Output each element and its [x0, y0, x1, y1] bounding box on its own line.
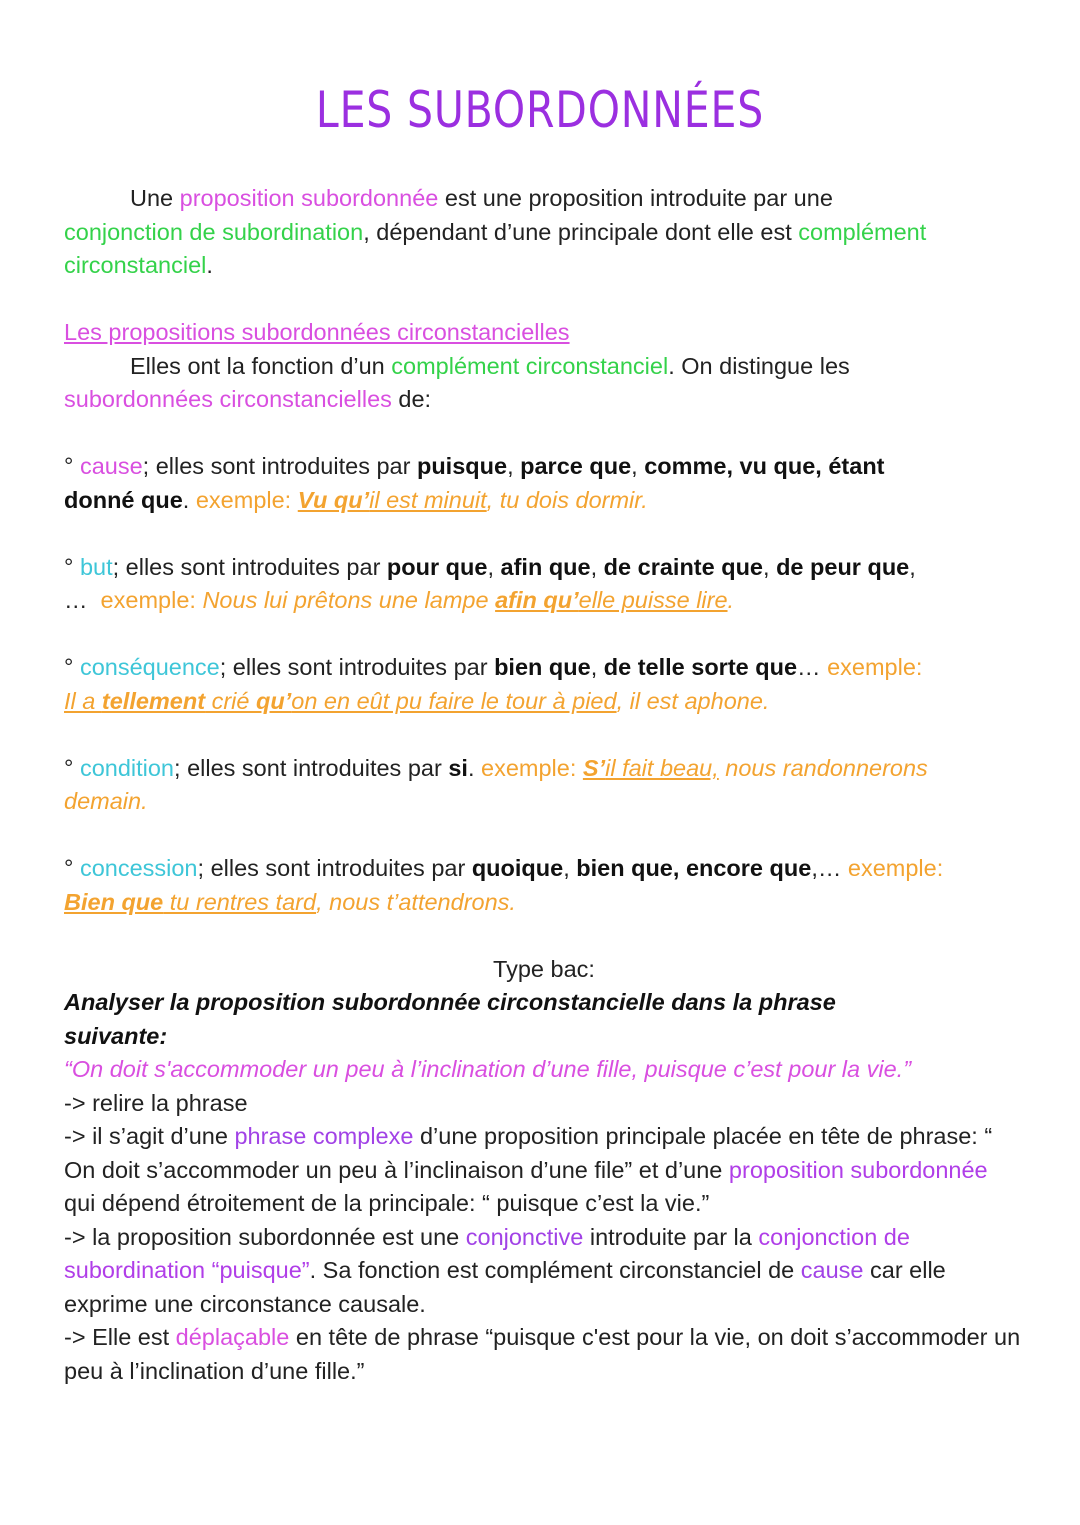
term-subordonnees-circonstancielles: subordonnées circonstancielles — [64, 386, 392, 412]
example-text: il est minuit — [369, 486, 487, 513]
example-text: il fait beau, — [605, 754, 719, 781]
example-label: exemple: — [827, 654, 923, 680]
item-label: concession — [79, 855, 198, 881]
text: ; elles sont introduites par — [219, 654, 495, 680]
keyword: de telle sorte que — [603, 654, 798, 680]
text: . — [467, 754, 481, 781]
example-text: . — [727, 587, 735, 613]
keyword: puisque — [416, 453, 508, 479]
text: . Sa fonction est complément circonstanciel de — [309, 1257, 801, 1283]
text: Elles ont la fonction d’un — [130, 352, 392, 379]
example-text: , nous t’attendrons. — [316, 888, 516, 915]
item-label: condition — [79, 754, 175, 781]
text: -> la proposition subordonnée est une — [64, 1223, 466, 1250]
intro-paragraph — [64, 182, 1024, 216]
bullet: ° — [64, 553, 74, 580]
text: est une proposition introduite par une — [438, 185, 833, 211]
bac-step-1: -> relire la phrase — [64, 1089, 248, 1116]
example-keyword: Bien que — [64, 888, 164, 915]
term-proposition-subordonnee: proposition subordonnée — [179, 185, 439, 211]
example-text: tu rentres tard — [163, 888, 317, 915]
example-text: , tu dois dormir. — [486, 486, 648, 513]
text: ; elles sont introduites par — [142, 453, 417, 479]
example-text: on en eût pu faire le tour à pied — [291, 687, 617, 714]
intro-paragraph-cont — [64, 216, 1024, 283]
term-circonstanciel: circonstanciel — [64, 252, 207, 278]
text: , — [590, 654, 604, 680]
example-text: demain. — [64, 788, 148, 814]
text: . — [206, 252, 213, 278]
example-text: nous randonnerons — [718, 754, 928, 781]
bullet: ° — [64, 754, 74, 781]
keyword: bien que — [494, 654, 591, 680]
term-conjonction-de-subordination: conjonction de subordination “puisque” — [64, 1223, 910, 1283]
example-keyword: tellement — [101, 687, 206, 714]
example-keyword: afin qu’ — [495, 587, 579, 613]
keyword: afin que — [500, 553, 591, 580]
text: , — [507, 453, 521, 479]
item-concession — [64, 852, 1024, 919]
text: car elle exprime une circonstance causale. — [64, 1257, 946, 1317]
page-title: LES SUBORDONNÉES — [315, 81, 765, 139]
keyword: de crainte que — [603, 553, 763, 580]
text: en tête de phrase “puisque c'est pour la vie, on doit s’accommoder un peu à l’inclination d’une fille.” — [64, 1324, 1021, 1384]
text: , — [563, 855, 577, 881]
term-phrase-complexe: phrase complexe — [234, 1123, 414, 1149]
text: , dépendant d’une principale dont elle est — [363, 218, 799, 245]
item-label: conséquence — [79, 654, 220, 680]
text: . — [182, 486, 196, 513]
example-keyword: S’ — [582, 754, 606, 781]
document-body — [64, 182, 1024, 1388]
example-keyword: qu’ — [256, 687, 292, 714]
bac-quote: “On doit s'accommoder un peu à l’inclination d’une fille, puisque c’est pour la vie.” — [64, 1056, 912, 1082]
text: , — [631, 453, 645, 479]
keyword: pour que — [386, 553, 488, 580]
section-heading — [64, 316, 1024, 350]
section-paragraph — [64, 350, 1024, 384]
example-label: exemple: — [195, 486, 298, 513]
text: . On distingue les — [668, 352, 850, 379]
term-proposition-subordonnee: proposition subordonnée — [728, 1156, 988, 1183]
text: introduite par la — [583, 1223, 759, 1250]
bac-step-3 — [64, 1221, 1024, 1322]
example-text: , il est aphone. — [616, 687, 770, 714]
term-cause: cause — [800, 1257, 864, 1283]
example-keyword: Vu qu’ — [297, 486, 370, 513]
term-complement-circonstanciel: complément circonstanciel — [391, 352, 669, 379]
text: Une — [130, 185, 180, 211]
example-label: exemple: — [481, 754, 583, 781]
item-but — [64, 551, 1024, 618]
term-conjonctive: conjonctive — [465, 1223, 584, 1250]
example-text: elle puisse lire — [578, 587, 728, 613]
section-paragraph-cont — [64, 383, 1024, 417]
text: de: — [391, 386, 432, 412]
text: ,… — [811, 855, 848, 881]
item-cause — [64, 450, 1024, 517]
text: -> Elle est — [64, 1324, 176, 1350]
term-deplacable: déplaçable — [175, 1324, 290, 1350]
term-complement: complément — [798, 218, 927, 245]
bac-step-4 — [64, 1321, 1024, 1388]
keyword: si — [448, 754, 468, 781]
item-label: but — [79, 553, 113, 580]
bac-step-2 — [64, 1120, 1024, 1221]
example-label: exemple: — [847, 855, 944, 881]
bullet: ° — [64, 453, 74, 479]
item-consequence — [64, 651, 1024, 718]
keyword: comme, vu que, étant — [644, 453, 885, 479]
item-condition — [64, 752, 1024, 819]
text: , — [487, 553, 501, 580]
text: ; elles sont introduites par — [197, 855, 472, 881]
example-text: crié — [205, 687, 256, 714]
keyword: de peur que — [776, 553, 910, 580]
bac-heading: Type bac: — [493, 955, 595, 982]
term-conjonction: conjonction de subordination — [64, 218, 364, 245]
example-text: Nous lui prêtons une lampe — [202, 587, 496, 613]
text: , — [909, 553, 916, 580]
example-label: exemple: — [87, 587, 203, 613]
text: … — [64, 587, 88, 613]
text: , — [763, 553, 777, 580]
text: d’une proposition principale placée en tête de phrase: “ On doit s’accommoder un peu à l’inclinaison d’une file” et d’une — [64, 1123, 993, 1183]
section-heading-text: Les propositions subordonnées circonstancielles — [64, 319, 570, 345]
bullet: ° — [64, 654, 74, 680]
keyword: quoique — [471, 855, 564, 881]
text: qui dépend étroitement de la principale: “ puisque c’est la vie.” — [64, 1190, 710, 1216]
text: -> il s’agit d’une — [64, 1123, 235, 1149]
keyword: parce que — [520, 453, 632, 479]
keyword: donné que — [64, 486, 183, 513]
bullet: ° — [64, 855, 74, 881]
text: ; elles sont introduites par — [174, 754, 449, 781]
item-label: cause — [79, 453, 143, 479]
example-text: Il a — [64, 687, 102, 714]
text: ; elles sont introduites par — [112, 553, 387, 580]
text: , — [590, 553, 604, 580]
text: … — [797, 654, 828, 680]
bac-question: Analyser la proposition subordonnée circonstancielle dans la phrase suivante: — [64, 989, 836, 1049]
keyword: bien que, encore que — [576, 855, 812, 881]
